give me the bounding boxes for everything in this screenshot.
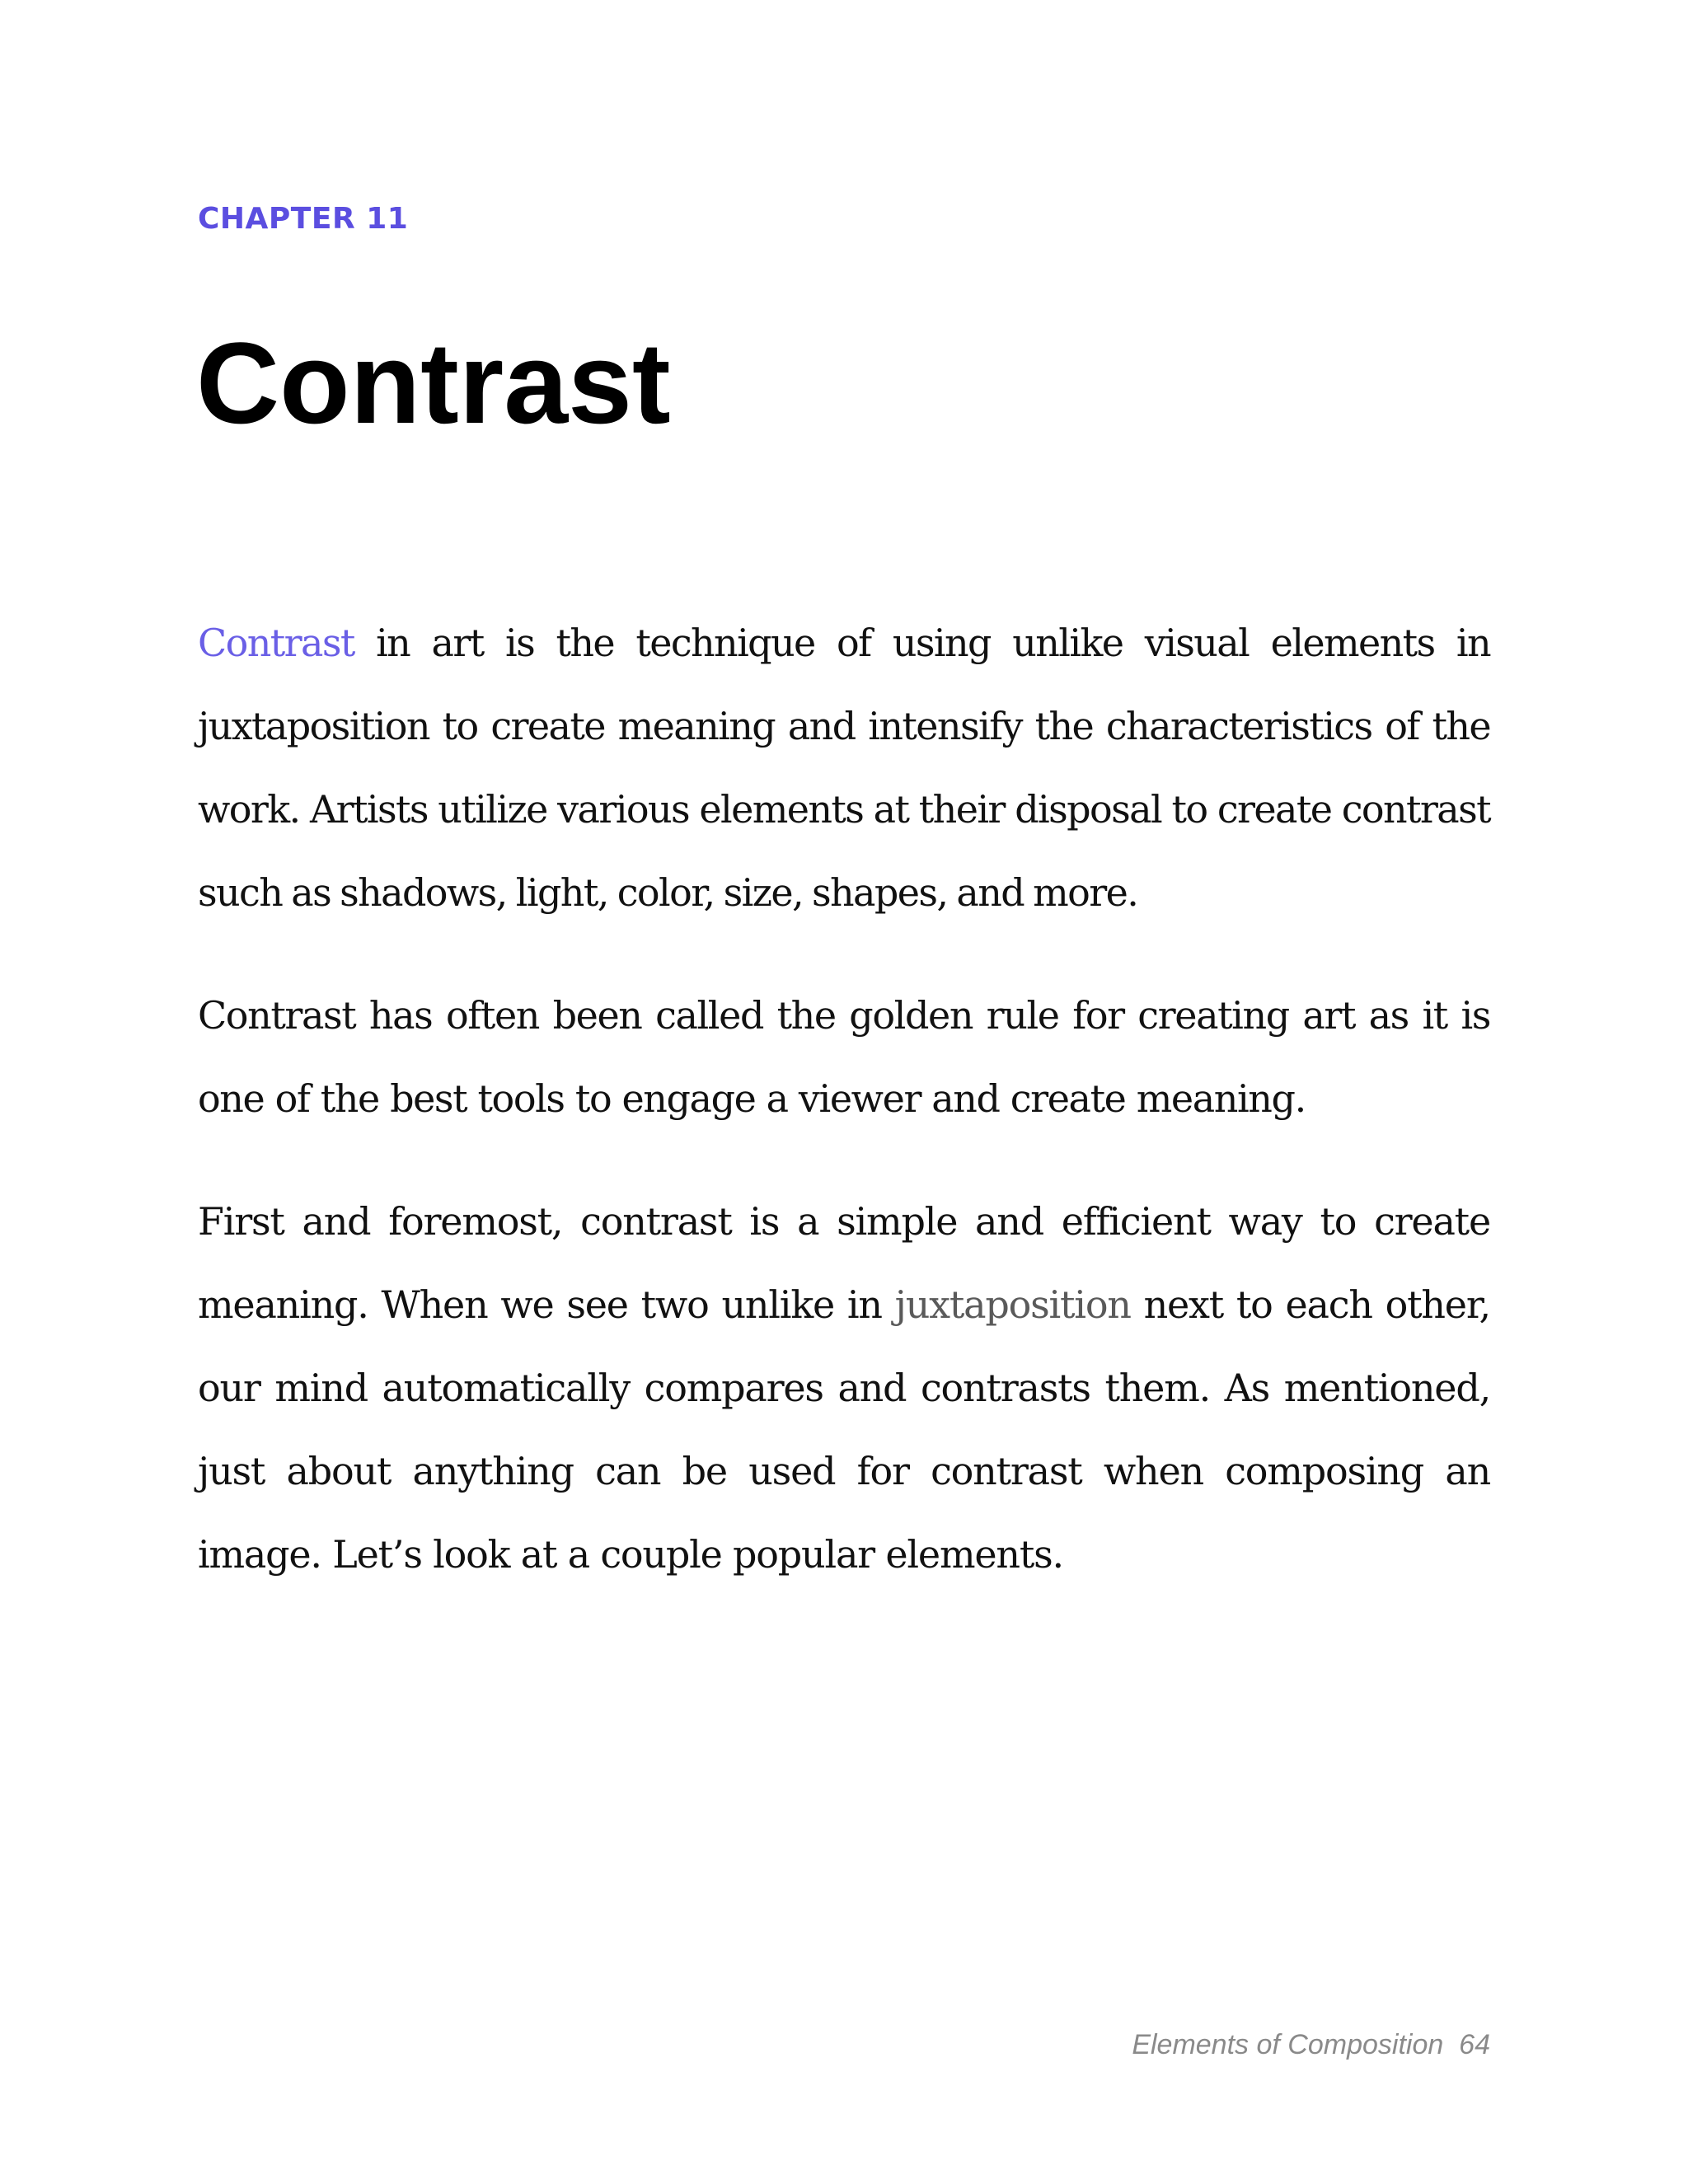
paragraph-1-text: in art is the technique of using unlike visual elements in juxtaposition to create meaning and intensify the characteristics of the work. Artists utilize various elements at their disposal to create contrast such as shadows, light, color, size, shapes, and more. — [198, 621, 1490, 915]
footer-page-number: 64 — [1459, 2029, 1490, 2060]
chapter-title: Contrast — [196, 318, 671, 448]
paragraph-3 — [198, 1180, 1490, 1596]
chapter-body — [198, 602, 1490, 1636]
page-footer — [1132, 2029, 1490, 2061]
paragraph-3-text-before: First and foremost, contrast is a simple and efficient way to create meaning. When we see two unlike in — [198, 1199, 1490, 1327]
footer-book-title: Elements of Composition — [1132, 2029, 1444, 2060]
paragraph-3-text-after: next to each other, our mind automatically compares and contrasts them. As mentioned, just about anything can be used for contrast when composing an image. Let’s look at a couple popular elements. — [198, 1282, 1490, 1577]
paragraph-2: Contrast has often been called the golden rule for creating art as it is one of the best tools to engage a viewer and create meaning. — [198, 993, 1490, 1121]
juxtaposition-link[interactable]: juxtaposition — [894, 1282, 1131, 1327]
contrast-link[interactable]: Contrast — [198, 621, 354, 665]
chapter-label: CHAPTER 11 — [198, 202, 409, 236]
paragraph-1 — [198, 602, 1490, 935]
